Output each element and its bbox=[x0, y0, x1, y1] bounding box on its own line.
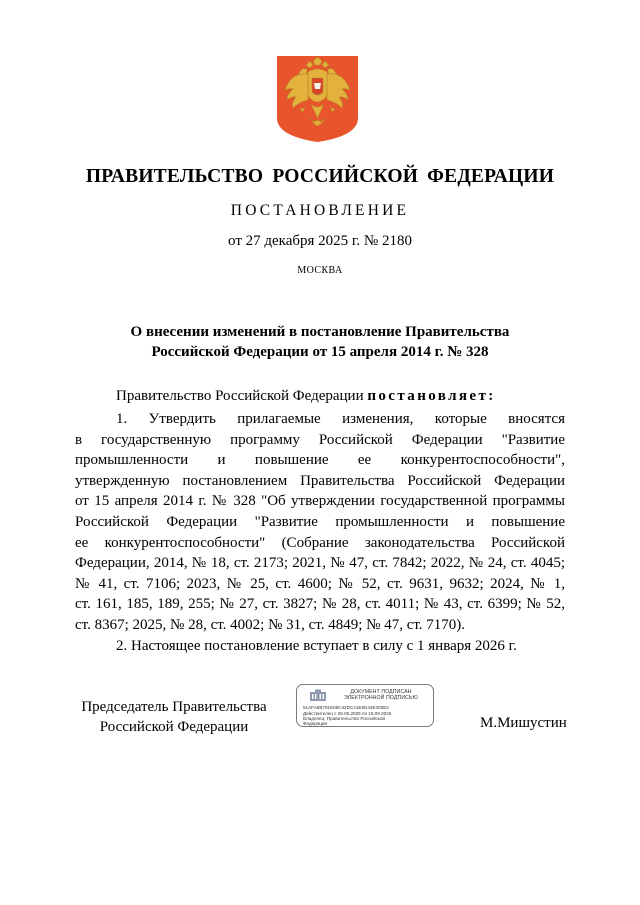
city-label: МОСКВА bbox=[297, 265, 343, 276]
subject-line: О внесении изменений в постановление Правительства bbox=[130, 324, 510, 340]
signatory-name: М.Мишустин bbox=[480, 715, 567, 731]
body-line: № 41, ст. 7106; 2023, № 25, ст. 4600; № 52, ст. 9631, 9632; 2024, № 1, bbox=[75, 575, 565, 592]
signatory-title bbox=[78, 697, 270, 737]
body-line: Российской Федерации "Развитие промышленности и повышение bbox=[75, 513, 565, 530]
lead-verb: постановляет: bbox=[367, 388, 496, 404]
electronic-signature-stamp bbox=[296, 684, 434, 727]
certificate-owner bbox=[303, 716, 413, 726]
coat-of-arms-icon bbox=[277, 56, 358, 142]
decree-body bbox=[75, 409, 565, 656]
stamp-heading bbox=[333, 689, 429, 701]
body-line: 2. Настоящее постановление вступает в силу с 1 января 2026 г. bbox=[116, 637, 517, 654]
body-line: ст. 8367; 2025, № 28, ст. 4002; № 31, ст. 4849; № 47, ст. 7170). bbox=[75, 616, 466, 633]
decree-date-number: от 27 декабря 2025 г. № 2180 bbox=[228, 233, 412, 249]
signatory-title-line: Российской Федерации bbox=[99, 719, 249, 735]
stamp-heading-line: ДОКУМЕНТ ПОДПИСАН bbox=[350, 689, 412, 695]
body-line: 1. Утвердить прилагаемые изменения, которые вносятся bbox=[116, 411, 565, 427]
lead-sentence bbox=[116, 388, 496, 405]
government-building-icon bbox=[309, 689, 327, 702]
stamp-heading-line: ЭЛЕКТРОННОЙ ПОДПИСЬЮ bbox=[344, 695, 418, 702]
body-line: ее конкурентоспособности" (Собрание законодательства Российской bbox=[75, 534, 565, 551]
certificate-validity: Действителен с 26.06.2025 по 19.09.2026 bbox=[303, 711, 392, 716]
decree-subject bbox=[0, 322, 640, 362]
signatory-title-line: Председатель Правительства bbox=[81, 699, 267, 715]
government-title: ПРАВИТЕЛЬСТВО РОССИЙСКОЙ ФЕДЕРАЦИИ bbox=[85, 166, 555, 187]
document-type: ПОСТАНОВЛЕНИЕ bbox=[230, 202, 410, 219]
certificate-owner-line: Федерации bbox=[303, 721, 328, 726]
lead-text: Правительство Российской Федерации bbox=[116, 388, 368, 404]
body-line: от 15 апреля 2014 г. № 328 "Об утверждении государственной программы bbox=[75, 493, 565, 510]
body-line: промышленности и повышение ее конкурентоспособности", bbox=[75, 452, 565, 469]
certificate-number: 51AFA8B781E08C42DC41E5D43E303E3 bbox=[303, 705, 389, 710]
certificate-owner-line: Владелец: Правительство Российской bbox=[303, 716, 385, 721]
body-line: утвержденную постановлением Правительства Российской Федерации bbox=[75, 472, 565, 489]
body-line: в государственную программу Российской Федерации "Развитие bbox=[75, 431, 565, 448]
body-line: Федерации, 2014, № 18, ст. 2173; 2021, № 47, ст. 7842; 2022, № 24, ст. 4045; bbox=[75, 555, 565, 572]
body-line: ст. 161, 185, 189, 255; № 27, ст. 3827; № 28, ст. 4011; № 43, ст. 6399; № 52, bbox=[75, 596, 565, 613]
subject-line: Российской Федерации от 15 апреля 2014 г. № 328 bbox=[151, 344, 489, 360]
